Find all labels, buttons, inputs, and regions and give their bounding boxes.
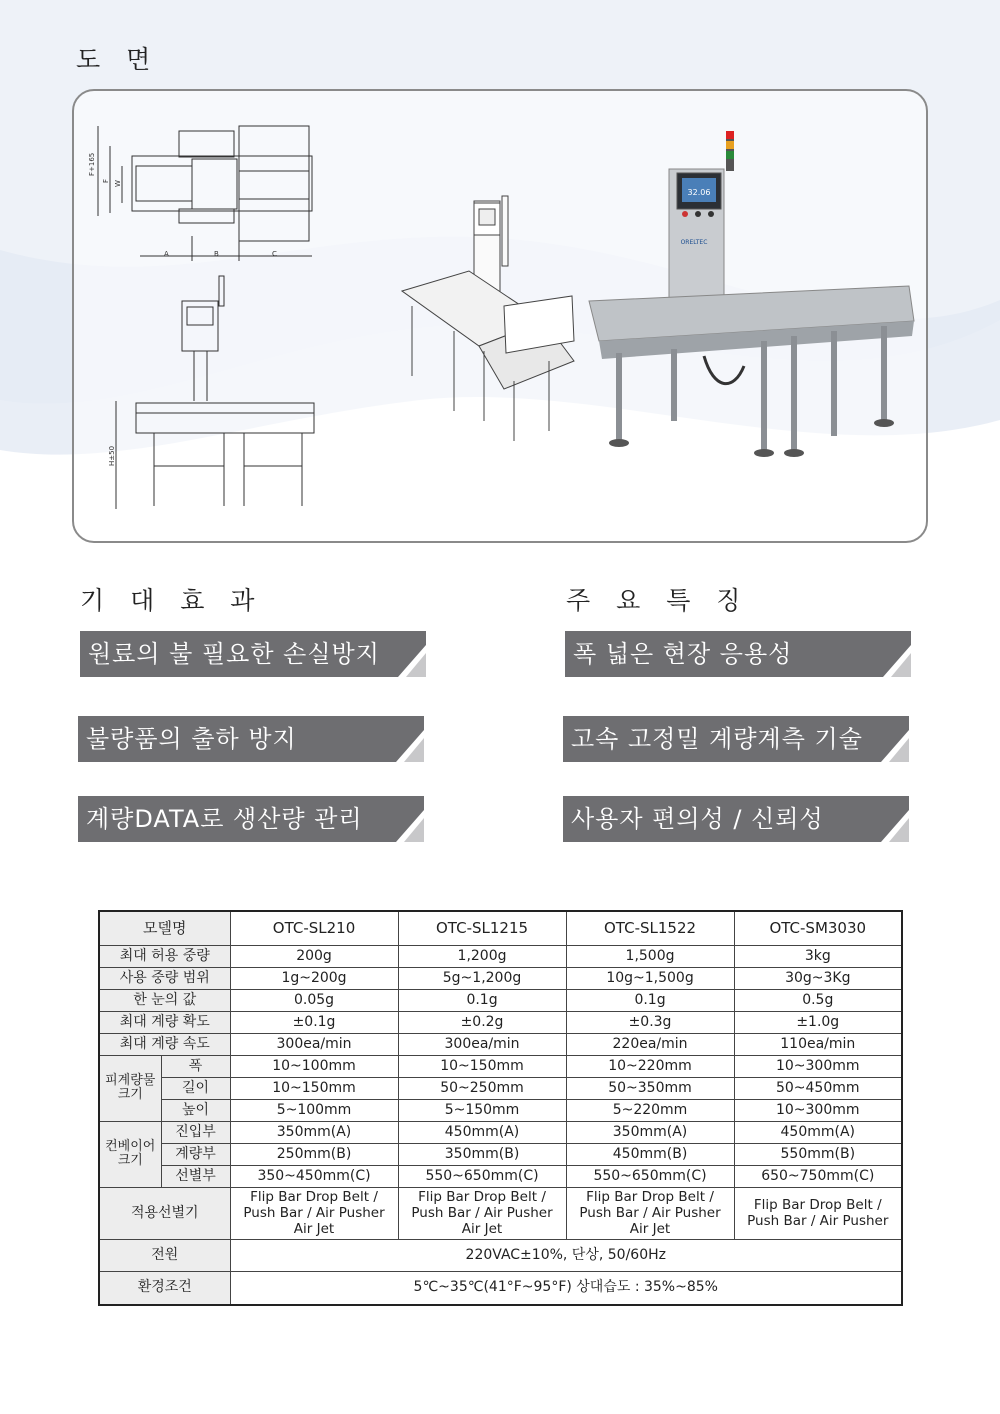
top-view-drawing — [98, 126, 312, 261]
cell: 30g~3Kg — [734, 967, 902, 989]
power-value: 220VAC±10%, 단상, 50/60Hz — [230, 1239, 902, 1271]
cell: 0.5g — [734, 989, 902, 1011]
cell: 450mm(B) — [566, 1143, 734, 1165]
table-row — [99, 1121, 902, 1143]
cell: 200g — [230, 945, 398, 967]
table-row — [99, 1143, 902, 1165]
effect-text-3: 계량DATA로 생산량 관리 — [86, 805, 363, 833]
screen-readout: 32.06 — [687, 188, 711, 197]
effect-text-1: 원료의 불 필요한 손실방지 — [88, 640, 380, 668]
cell: 650~750mm(C) — [734, 1165, 902, 1187]
table-row — [99, 1011, 902, 1033]
model-name: OTC-SL1215 — [398, 911, 566, 945]
table-row — [99, 1271, 902, 1305]
cell: 550~650mm(C) — [398, 1165, 566, 1187]
group-label-conveyor-size: 컨베이어 크기 — [99, 1121, 161, 1187]
cell: 5~100mm — [230, 1099, 398, 1121]
environment-value: 5℃~35℃(41°F~95°F) 상대습도 : 35%~85% — [230, 1271, 902, 1305]
cell: 0.05g — [230, 989, 398, 1011]
cell: 50~250mm — [398, 1077, 566, 1099]
feature-text-2: 고속 고정밀 계량계측 기술 — [571, 725, 863, 753]
cell: 5g~1,200g — [398, 967, 566, 989]
cell: 350mm(B) — [398, 1143, 566, 1165]
cell: 350mm(A) — [566, 1121, 734, 1143]
isometric-drawing — [402, 196, 574, 441]
effect-banner-3 — [78, 796, 424, 842]
cell: 3kg — [734, 945, 902, 967]
cell: 450mm(A) — [398, 1121, 566, 1143]
feature-banner-2 — [563, 716, 909, 762]
group-label-product-size: 피계량물 크기 — [99, 1055, 161, 1121]
feature-text-3: 사용자 편의성 / 신뢰성 — [571, 805, 824, 833]
cell: ±1.0g — [734, 1011, 902, 1033]
dim-label-f: F — [102, 178, 110, 183]
row-label: 계량부 — [161, 1143, 230, 1165]
table-header-row — [99, 911, 902, 945]
table-row — [99, 1165, 902, 1187]
table-row — [99, 967, 902, 989]
brand-plate: ORELTEC — [680, 239, 708, 246]
cell: 550~650mm(C) — [566, 1165, 734, 1187]
front-view-drawing — [116, 276, 314, 509]
cell: 10g~1,500g — [566, 967, 734, 989]
drawing-panel — [72, 89, 928, 543]
cell: 10~300mm — [734, 1055, 902, 1077]
cell: 10~100mm — [230, 1055, 398, 1077]
cell: 1,500g — [566, 945, 734, 967]
cell: 5~150mm — [398, 1099, 566, 1121]
table-row — [99, 1033, 902, 1055]
table-row — [99, 1055, 902, 1077]
cell: Flip Bar Drop Belt / Push Bar / Air Pusher Air Jet — [398, 1187, 566, 1239]
cell: 300ea/min — [230, 1033, 398, 1055]
dim-label-w: W — [114, 180, 122, 187]
table-row — [99, 945, 902, 967]
table-row — [99, 1239, 902, 1271]
model-name: OTC-SL1522 — [566, 911, 734, 945]
model-name: OTC-SM3030 — [734, 911, 902, 945]
cell: Flip Bar Drop Belt / Push Bar / Air Pusher — [734, 1187, 902, 1239]
table-row — [99, 1077, 902, 1099]
effect-text-2: 불량품의 출하 방지 — [86, 725, 297, 753]
dim-label-b: B — [214, 250, 219, 258]
effect-banner-2 — [78, 716, 424, 762]
feature-banner-3 — [563, 796, 909, 842]
cell: 550mm(B) — [734, 1143, 902, 1165]
cell: 0.1g — [566, 989, 734, 1011]
row-label: 높이 — [161, 1099, 230, 1121]
cell: 450mm(A) — [734, 1121, 902, 1143]
features-title: 주 요 특 징 — [566, 586, 750, 615]
row-label: 환경조건 — [99, 1271, 230, 1305]
cell: Flip Bar Drop Belt / Push Bar / Air Pusher Air Jet — [230, 1187, 398, 1239]
cell: 220ea/min — [566, 1033, 734, 1055]
effect-banner-1 — [80, 631, 426, 677]
cell: 350mm(A) — [230, 1121, 398, 1143]
cell: 110ea/min — [734, 1033, 902, 1055]
row-label: 최대 허용 중량 — [99, 945, 230, 967]
feature-banner-1 — [565, 631, 911, 677]
cell: 10~150mm — [398, 1055, 566, 1077]
cell: 300ea/min — [398, 1033, 566, 1055]
cell: ±0.3g — [566, 1011, 734, 1033]
cell: ±0.1g — [230, 1011, 398, 1033]
cell: 10~300mm — [734, 1099, 902, 1121]
spec-table — [98, 910, 903, 1306]
cell: 1,200g — [398, 945, 566, 967]
row-label: 적용선별기 — [99, 1187, 230, 1239]
cell: 1g~200g — [230, 967, 398, 989]
row-label: 최대 계량 속도 — [99, 1033, 230, 1055]
drawing-title: 도 면 — [76, 45, 160, 74]
dim-label-f165: F+165 — [88, 152, 96, 176]
row-label: 사용 중량 범위 — [99, 967, 230, 989]
row-label: 선별부 — [161, 1165, 230, 1187]
cell: 10~150mm — [230, 1077, 398, 1099]
header-label: 모델명 — [99, 911, 230, 945]
cell: 350~450mm(C) — [230, 1165, 398, 1187]
cell: 50~350mm — [566, 1077, 734, 1099]
dim-label-a: A — [164, 250, 169, 258]
row-label: 한 눈의 값 — [99, 989, 230, 1011]
cell: Flip Bar Drop Belt / Push Bar / Air Pusher Air Jet — [566, 1187, 734, 1239]
model-name: OTC-SL210 — [230, 911, 398, 945]
row-label: 최대 계량 확도 — [99, 1011, 230, 1033]
cell: 10~220mm — [566, 1055, 734, 1077]
table-row — [99, 1187, 902, 1239]
table-row — [99, 989, 902, 1011]
row-label: 길이 — [161, 1077, 230, 1099]
cell: 50~450mm — [734, 1077, 902, 1099]
dim-label-h: H±50 — [108, 445, 116, 466]
cell: 0.1g — [398, 989, 566, 1011]
feature-text-1: 폭 넓은 현장 응용성 — [573, 640, 793, 668]
checkweigher-photo — [589, 131, 914, 457]
effects-title: 기 대 효 과 — [80, 586, 264, 615]
row-label: 전원 — [99, 1239, 230, 1271]
row-label: 폭 — [161, 1055, 230, 1077]
table-row — [99, 1099, 902, 1121]
cell: 250mm(B) — [230, 1143, 398, 1165]
row-label: 진입부 — [161, 1121, 230, 1143]
dim-label-c: C — [272, 250, 277, 258]
cell: ±0.2g — [398, 1011, 566, 1033]
cell: 5~220mm — [566, 1099, 734, 1121]
